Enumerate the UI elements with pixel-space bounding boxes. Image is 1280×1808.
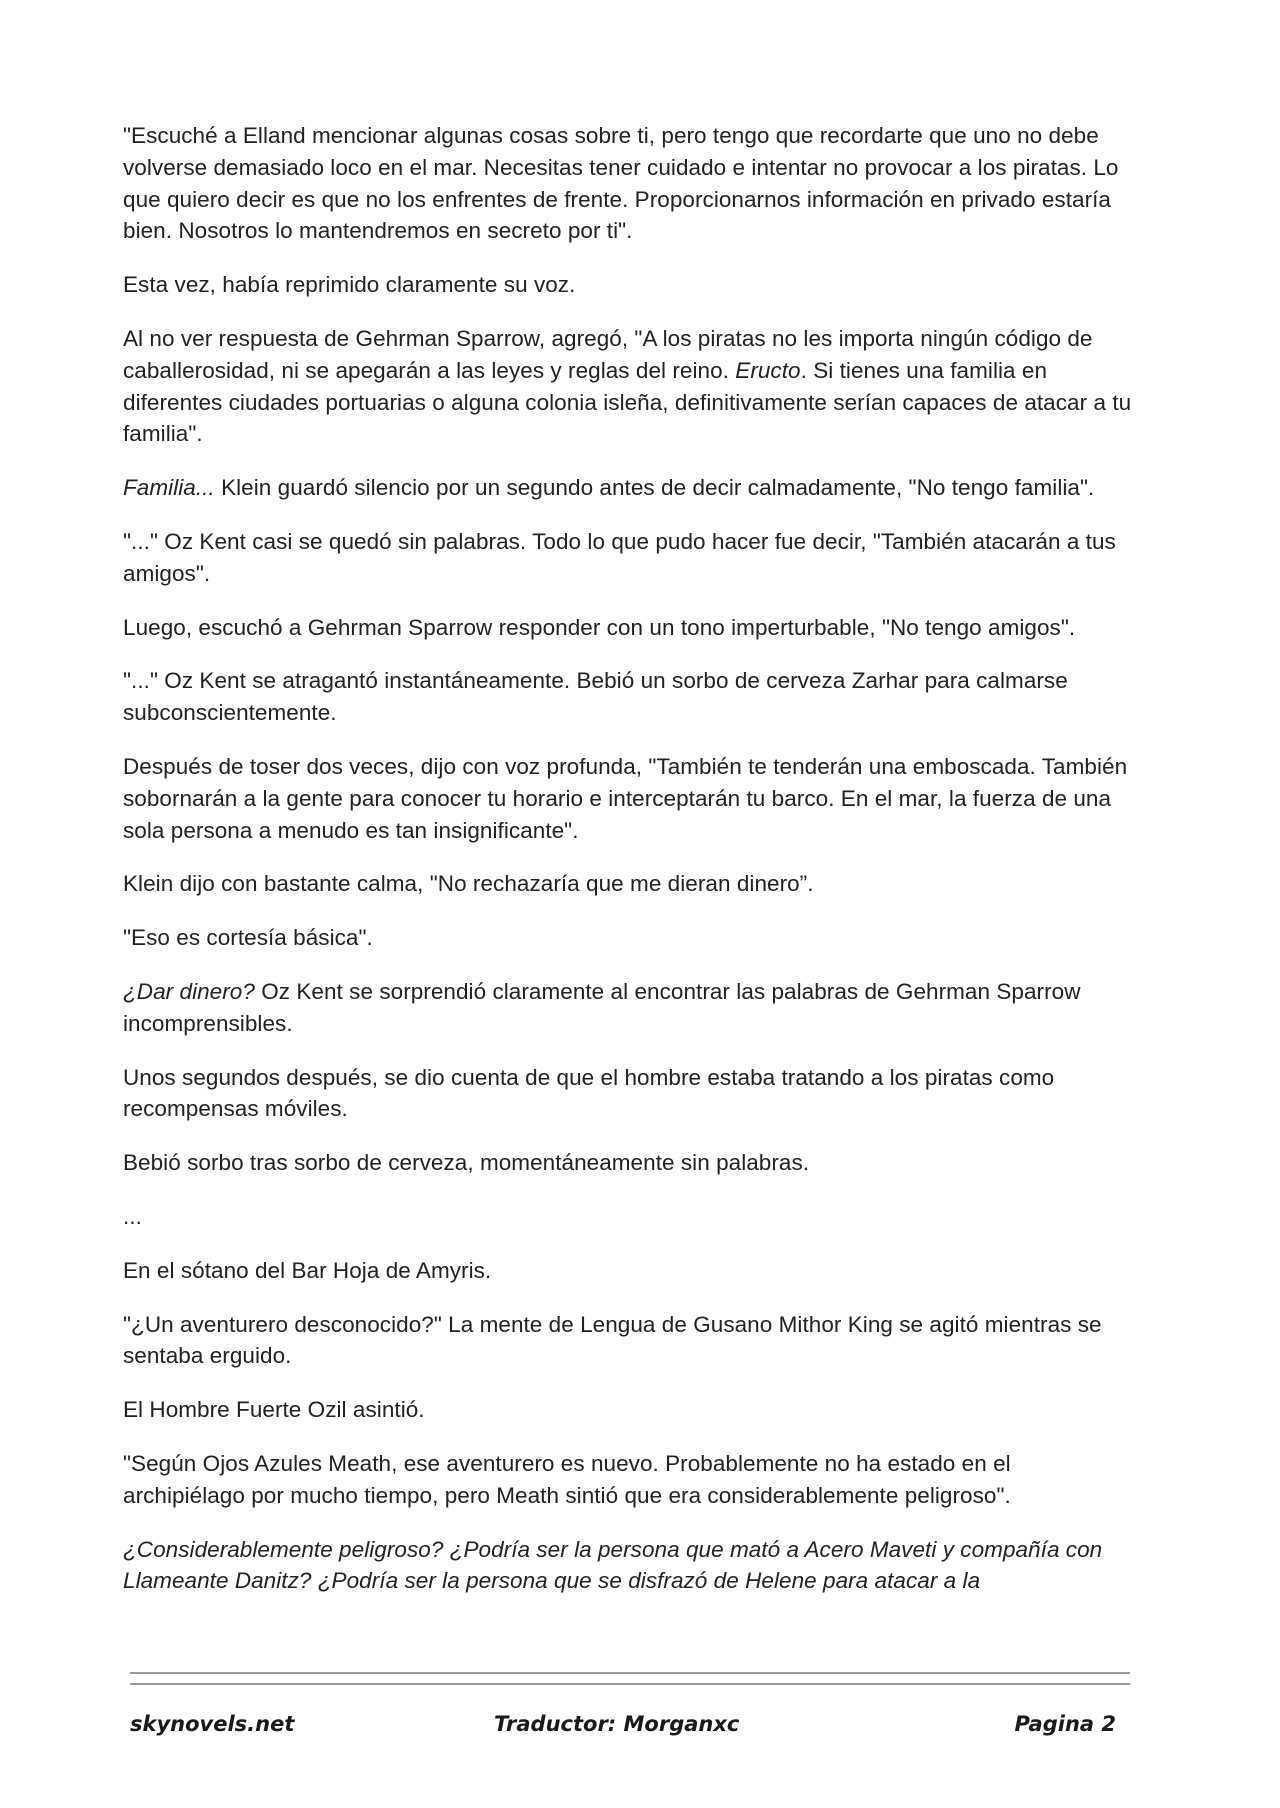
text-segment: "Escuché a Elland mencionar algunas cosas sobre ti, pero tengo que recordarte que uno no debe volverse demasiado loco en el mar. Necesitas tener cuidado e intentar no provocar a los piratas. Lo que quiero decir es que no los enfrentes de frente. Proporcionarnos información en privado estaría bien. Nosotros lo mantendremos en secreto por ti". [123, 123, 1119, 244]
paragraph [123, 1394, 1133, 1426]
paragraph [123, 612, 1133, 644]
italic-text: Familia... [123, 475, 215, 501]
paragraph [123, 269, 1133, 301]
paragraph [123, 922, 1133, 954]
paragraph [123, 665, 1133, 729]
footer-site: skynovels.net [130, 1712, 295, 1736]
text-segment: "..." Oz Kent casi se quedó sin palabras. Todo lo que pudo hacer fue decir, "También atacarán a tus amigos". [123, 528, 1116, 586]
document-body [123, 120, 1133, 1619]
footer-page-number: Pagina 2 [1014, 1712, 1116, 1736]
text-segment: Klein guardó silencio por un segundo antes de decir calmadamente, "No tengo familia". [214, 475, 1095, 501]
text-segment: Al no ver respuesta de Gehrman Sparrow, agregó, "A los piratas no les importa ningún código de caballerosidad, ni se apegarán a las leyes y reglas del reino. [123, 325, 1093, 383]
paragraph [123, 1201, 1133, 1233]
text-segment: Oz Kent se sorprendió claramente al encontrar las palabras de Gehrman Sparrow incomprensibles. [123, 978, 1081, 1036]
page-footer [130, 1712, 1130, 1752]
paragraph [123, 472, 1133, 504]
text-segment: Después de toser dos veces, dijo con voz profunda, "También te tenderán una emboscada. También sobornarán a la gente para conocer tu horario e interceptarán tu barco. En el mar, la fuerza de una sola persona a menudo es tan insignificante". [123, 753, 1128, 843]
text-segment: Luego, escuchó a Gehrman Sparrow responder con un tono imperturbable, "No tengo amigos". [123, 614, 1076, 640]
text-segment: Unos segundos después, se dio cuenta de que el hombre estaba tratando a los piratas como recompensas móviles. [123, 1064, 1055, 1122]
paragraph [123, 120, 1133, 247]
text-segment: Bebió sorbo tras sorbo de cerveza, momentáneamente sin palabras. [123, 1150, 810, 1176]
paragraph [123, 1534, 1133, 1598]
italic-text: Eructo [735, 357, 801, 383]
paragraph [123, 1448, 1133, 1512]
italic-text: ¿Dar dinero? [123, 978, 255, 1004]
paragraph [123, 1309, 1133, 1373]
text-segment: "..." Oz Kent se atragantó instantáneamente. Bebió un sorbo de cerveza Zarhar para calmarse subconscientemente. [123, 668, 1068, 726]
text-segment: "¿Un aventurero desconocido?" La mente de Lengua de Gusano Mithor King se agitó mientras se sentaba erguido. [123, 1311, 1102, 1369]
text-segment: En el sótano del Bar Hoja de Amyris. [123, 1257, 492, 1283]
text-segment: "Según Ojos Azules Meath, ese aventurero es nuevo. Probablemente no ha estado en el archipiélago por mucho tiempo, pero Meath sintió que era considerablemente peligroso". [123, 1450, 1011, 1508]
text-segment: "Eso es cortesía básica". [123, 925, 373, 951]
footer-divider [130, 1672, 1130, 1674]
text-segment: Klein dijo con bastante calma, "No rechazaría que me dieran dinero”. [123, 871, 814, 897]
paragraph [123, 751, 1133, 846]
footer-translator: Traductor: Morganxc [494, 1712, 740, 1736]
paragraph [123, 323, 1133, 450]
paragraph [123, 868, 1133, 900]
text-segment: Esta vez, había reprimido claramente su voz. [123, 272, 576, 298]
text-segment: . Si tienes una familia en diferentes ciudades portuarias o alguna colonia isleña, definitivamente serían capaces de atacar a tu familia". [123, 357, 1132, 447]
footer-divider [130, 1683, 1130, 1685]
paragraph [123, 1255, 1133, 1287]
italic-text: ¿Considerablemente peligroso? ¿Podría ser la persona que mató a Acero Maveti y compañía con Llameante Danitz? ¿Podría ser la persona que se disfrazó de Helene para atacar a la [123, 1536, 1103, 1594]
paragraph [123, 976, 1133, 1040]
paragraph [123, 526, 1133, 590]
paragraph [123, 1062, 1133, 1126]
text-segment: ... [123, 1203, 142, 1229]
text-segment: El Hombre Fuerte Ozil asintió. [123, 1397, 425, 1423]
paragraph [123, 1147, 1133, 1179]
